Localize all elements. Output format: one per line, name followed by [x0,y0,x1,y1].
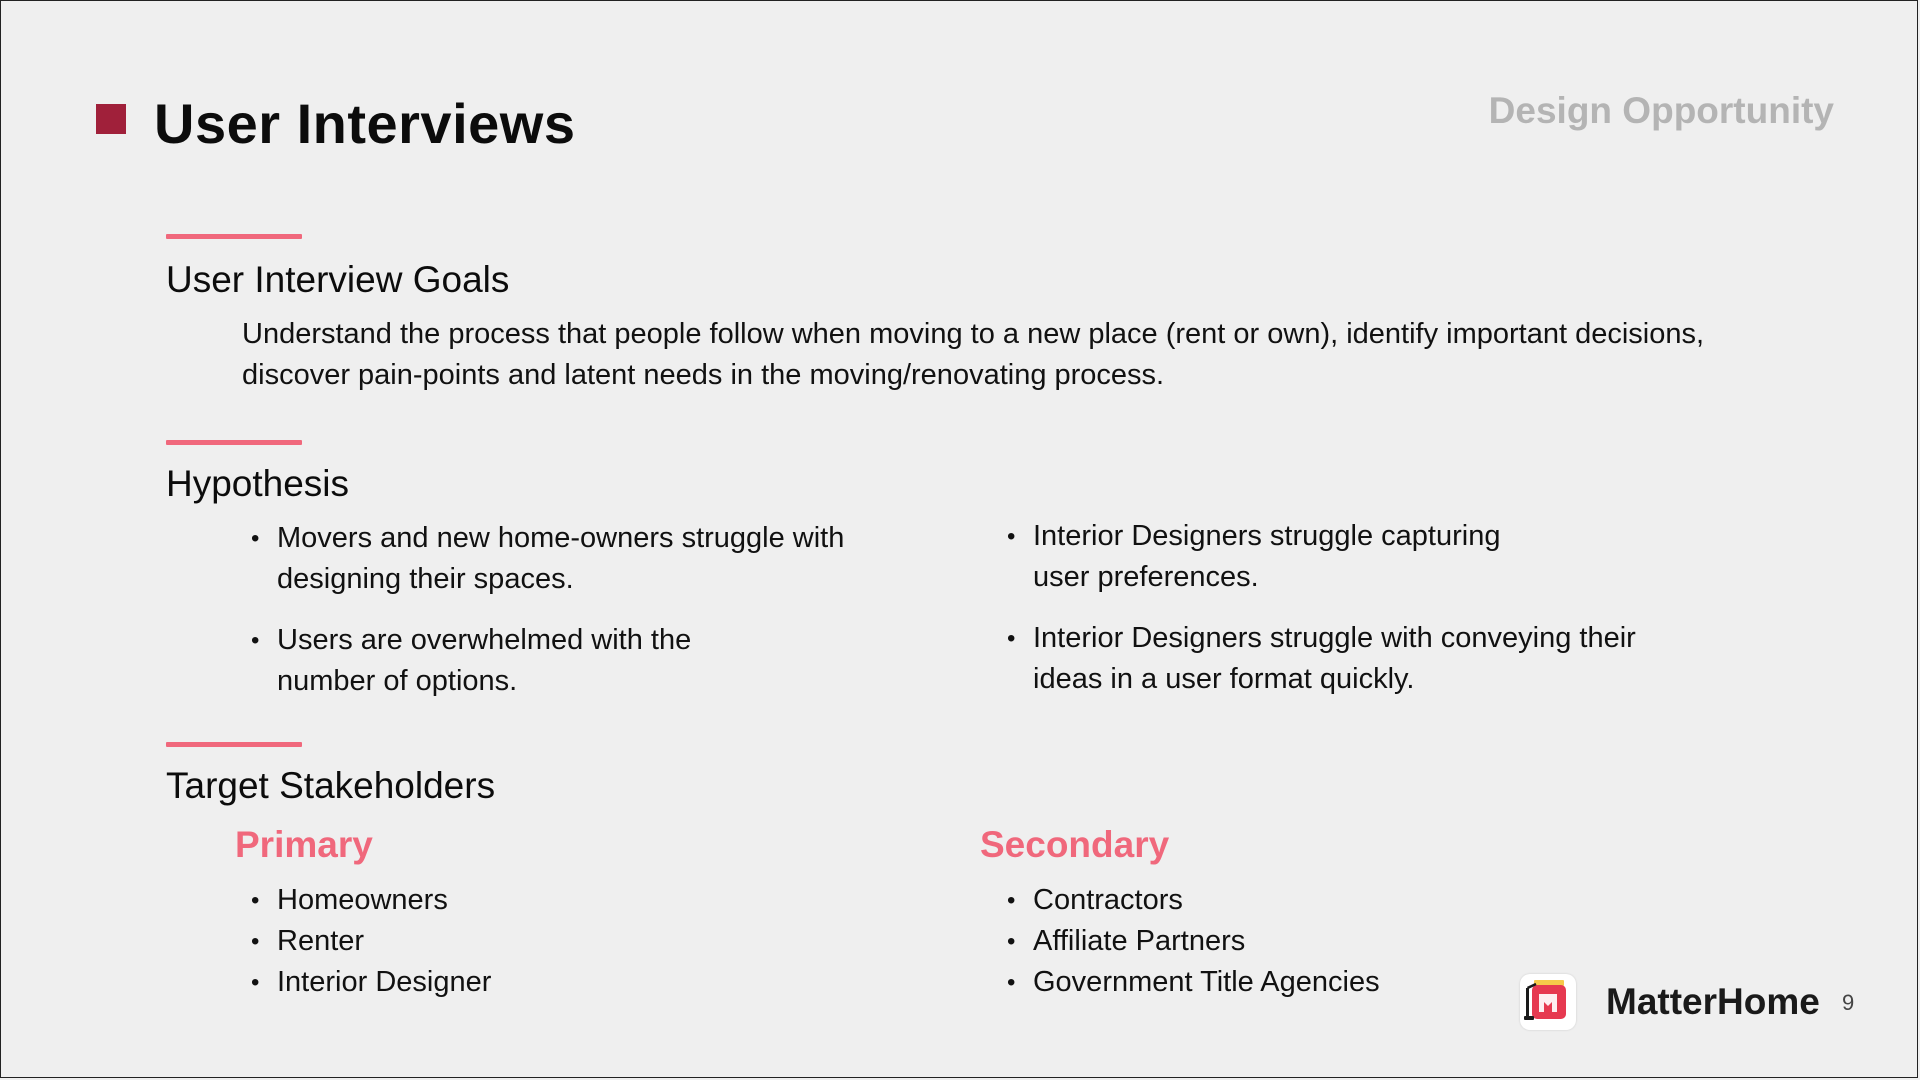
bullet-icon: • [1007,969,1016,996]
brand-name: MatterHome [1606,981,1820,1022]
list-item-line: Interior Designers struggle capturing [1033,520,1501,552]
slide-title: User Interviews [154,92,576,155]
hypothesis-heading: Hypothesis [166,463,350,504]
bullet-icon: • [251,969,260,996]
bullet-icon: • [251,627,260,654]
list-item-label: Contractors [1033,884,1183,916]
list-item-line: Movers and new home-owners struggle with [277,522,845,554]
goals-heading: User Interview Goals [166,259,510,300]
bullet-icon: • [1007,887,1016,914]
bullet-icon: • [1007,928,1016,955]
primary-list [251,880,492,1003]
bullet-icon: • [251,525,260,552]
list-item-line: Interior Designers struggle with conveying their [1033,622,1636,654]
page-number: 9 [1842,990,1855,1015]
list-item [1007,880,1380,921]
secondary-list [1007,880,1380,1003]
list-item-label: Renter [277,925,365,957]
brand-mark [1520,974,1576,1030]
bullet-icon: • [1007,523,1016,550]
list-item [1007,962,1380,1003]
list-item [251,518,845,600]
list-item-label: Interior Designer [277,966,492,998]
list-item-label: Affiliate Partners [1033,925,1246,957]
list-item-line: ideas in a user format quickly. [1033,663,1415,695]
section-label: Design Opportunity [1488,90,1834,131]
list-item [1007,516,1636,598]
list-item [1007,618,1636,700]
list-item-line: user preferences. [1033,561,1259,593]
list-item-line: designing their spaces. [277,563,574,595]
primary-label: Primary [235,824,373,865]
goals-divider [166,234,302,239]
list-item-line: number of options. [277,665,518,697]
bullet-icon: • [251,928,260,955]
list-item [1007,921,1380,962]
goals-text-line-2: discover pain-points and latent needs in the moving/renovating process. [242,359,1165,391]
title-square-marker [96,104,126,134]
list-item [251,620,844,702]
goals-text-line-1: Understand the process that people follow when moving to a new place (rent or own), identify important decisions, [242,318,1705,350]
list-item [251,962,492,1003]
matterhome-logo-icon [1520,974,1576,1030]
stakeholders-heading: Target Stakeholders [166,765,496,806]
list-item [251,880,491,921]
list-item-label: Government Title Agencies [1033,966,1380,998]
bullet-icon: • [1007,625,1016,652]
hypothesis-list-left [251,518,845,722]
hypothesis-list-right [1007,516,1636,700]
stakeholders-divider [166,742,302,747]
secondary-label: Secondary [980,824,1170,865]
list-item-line: Users are overwhelmed with the [277,624,692,656]
list-item-label: Homeowners [277,884,448,916]
hypothesis-divider [166,440,302,445]
bullet-icon: • [251,887,260,914]
list-item [251,921,491,962]
goals-text [242,314,1762,396]
